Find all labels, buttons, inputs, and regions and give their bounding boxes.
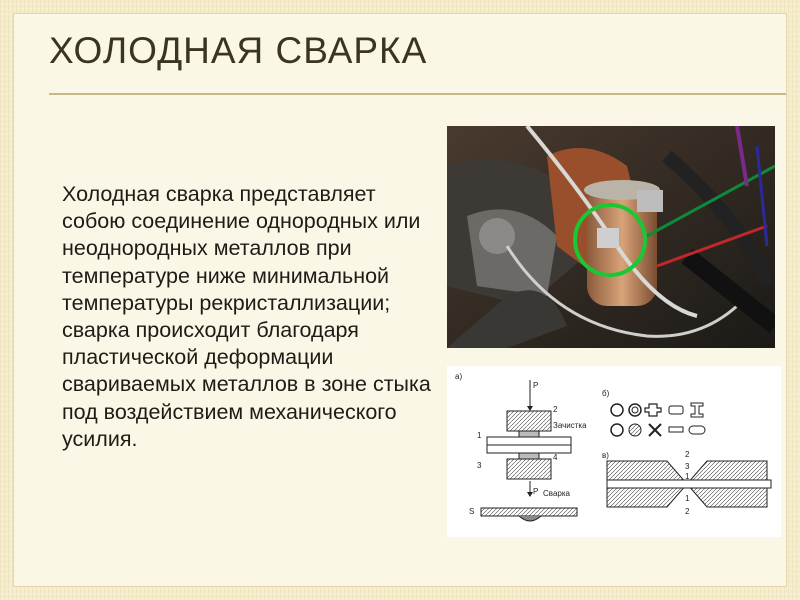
welding-diagram [447,366,781,537]
engine-photo [447,126,775,348]
num-1: 1 [477,431,482,440]
num-v1b: 1 [685,494,690,503]
num-v1: 1 [685,472,690,481]
label-a: а) [455,372,463,381]
svarka-label: Сварка [543,489,570,498]
num-v2b: 2 [685,507,690,516]
num-v3: 3 [685,462,690,471]
body-text: Холодная сварка представляет собою соединение однородных или неоднородных металлов при температуре ниже минимальной температуры рекристаллизации; сварка происходит благодаря пластической деформации свариваемых металлов в зоне стыка под воздействием механического усилия. [62,182,431,451]
label-p1: P [533,381,539,390]
label-s: S [469,507,475,516]
label-v: в) [602,451,609,460]
num-v2: 2 [685,450,690,459]
num-3: 3 [477,461,482,470]
label-b: б) [602,389,610,398]
zachistka-label: Зачистка [553,421,587,430]
title-divider [49,93,786,95]
num-2: 2 [553,405,558,414]
num-4: 4 [553,453,558,462]
engine-photo-image [447,126,775,348]
label-p2: P [533,487,539,496]
slide-title: ХОЛОДНАЯ СВАРКА [49,30,428,71]
